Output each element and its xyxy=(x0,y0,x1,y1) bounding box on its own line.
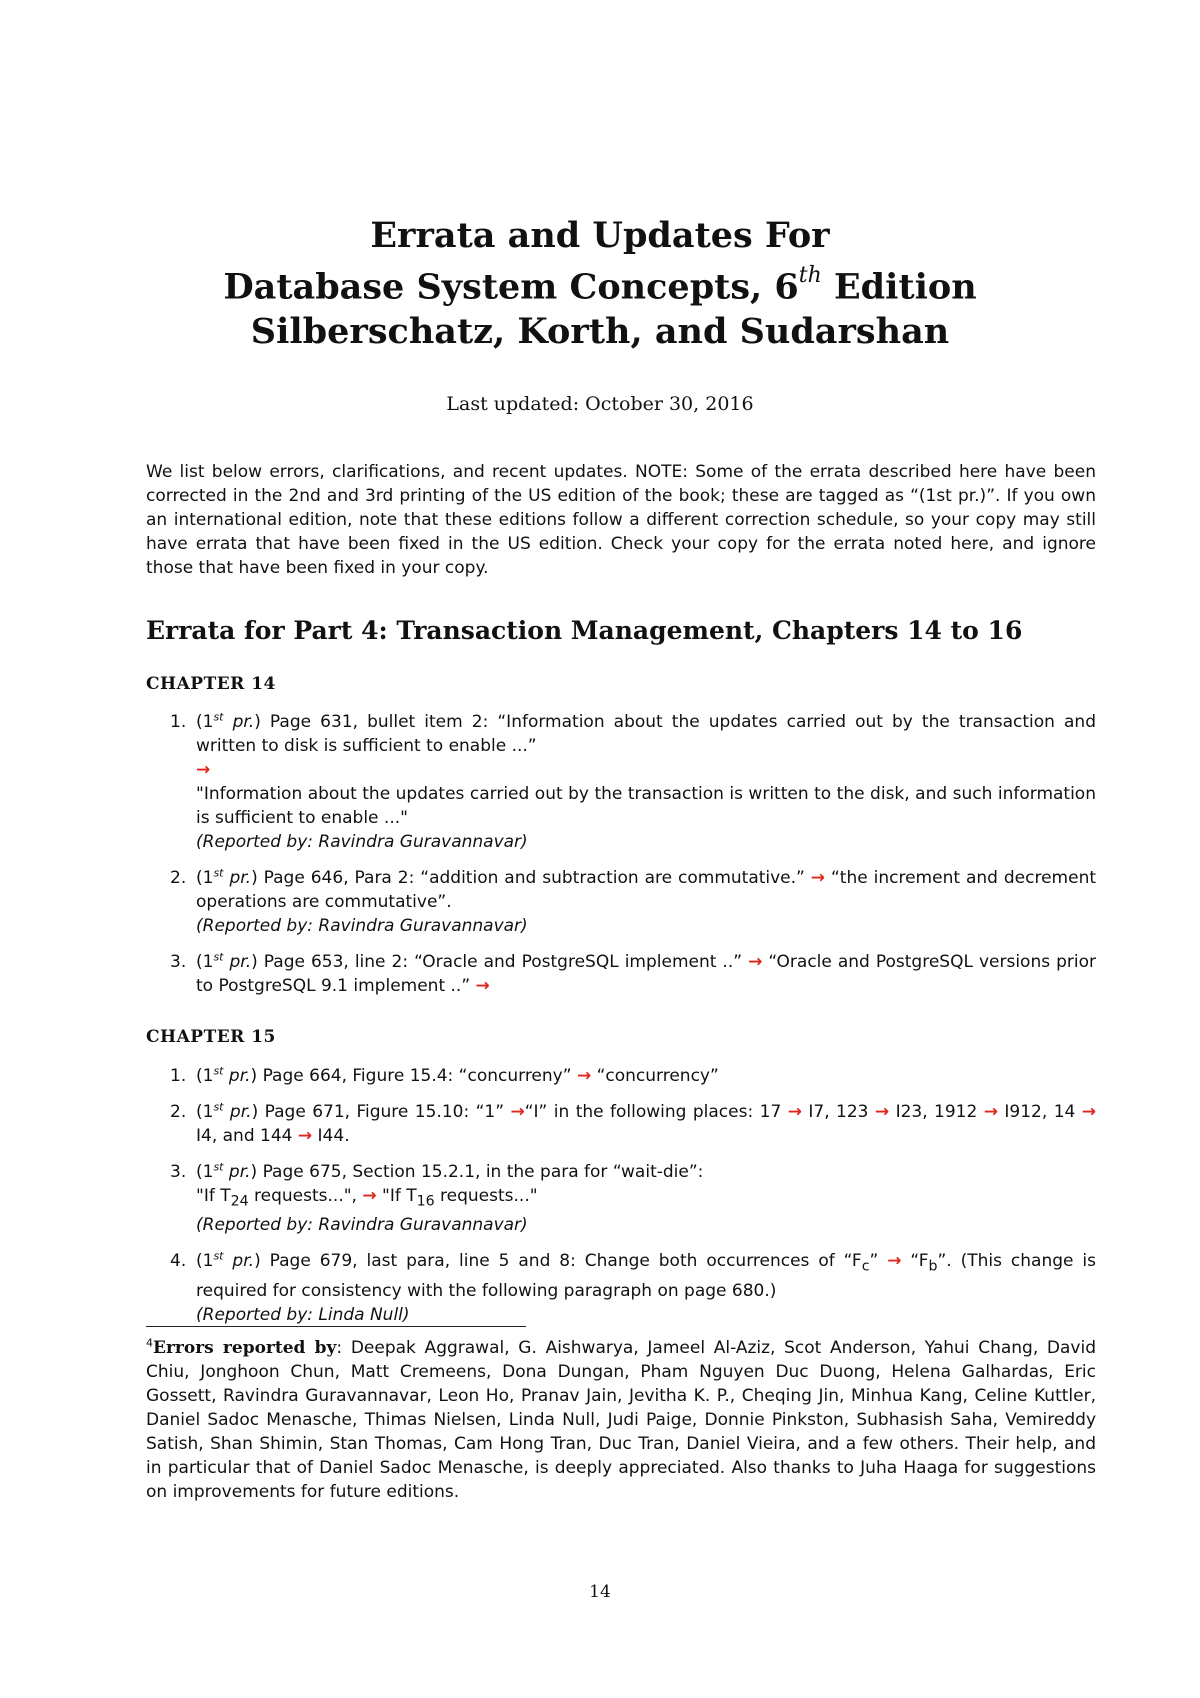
item-text: ) Page 631, bullet item 2: “Information about the updates carried out by the transaction and written to disk is sufficient to enable ...” xyxy=(196,712,1096,756)
arrow-icon: → xyxy=(510,1102,525,1122)
arrow-icon: → xyxy=(874,1102,890,1122)
item-sup: st xyxy=(213,1064,224,1078)
item-text: ) Page 664, Figure 15.4: “concurreny” xyxy=(250,1066,577,1086)
item-text: “the increment and decrement operations are commutative”. xyxy=(196,868,1097,912)
item-text: ”. (This change is required for consistency with the following paragraph on page 680.) xyxy=(196,1251,1097,1301)
erratum-item xyxy=(146,1064,1096,1088)
item-text: ” xyxy=(869,1251,888,1272)
chapter-14-heading: CHAPTER 14 xyxy=(146,674,276,694)
item-text: ) Page 653, line 2: “Oracle and PostgreSQL implement ..” xyxy=(251,952,749,972)
item-sup: st xyxy=(213,1160,224,1174)
arrow-icon: → xyxy=(1081,1102,1097,1122)
item-text: ) Page 675, Section 15.2.1, in the para for “wait-die”: xyxy=(250,1162,704,1182)
item-number: 3. xyxy=(170,1162,187,1182)
arrow-icon: → xyxy=(576,1066,592,1086)
item-number: 2. xyxy=(170,1102,187,1122)
item-sup: st xyxy=(213,1249,224,1263)
item-prefix: (1 xyxy=(196,1251,214,1272)
item-pr: pr. xyxy=(223,952,252,972)
item-text: ) Page 679, last para, line 5 and 8: Change both occurrences of “F xyxy=(254,1251,862,1272)
item-pr: pr. xyxy=(223,1066,251,1086)
arrow-icon: → xyxy=(983,1102,998,1122)
last-updated: Last updated: October 30, 2016 xyxy=(446,393,754,415)
item-number: 1. xyxy=(170,712,187,732)
item-text: I4, and 144 xyxy=(196,1126,298,1146)
arrow-icon: → xyxy=(196,760,211,780)
item-sub: 24 xyxy=(230,1193,249,1210)
item-pr: pr. xyxy=(223,1102,252,1122)
item-text: “F xyxy=(901,1251,929,1272)
title-line-2-main: Database System Concepts, 6 xyxy=(223,266,799,308)
arrow-icon: → xyxy=(475,976,490,996)
item-sub: 16 xyxy=(416,1193,435,1210)
title-line-3: Silberschatz, Korth, and Sudarshan xyxy=(250,310,950,352)
item-sup: st xyxy=(213,866,224,880)
item-text: ) Page 671, Figure 15.10: “1” xyxy=(251,1102,511,1122)
reported-by: (Reported by: Ravindra Guravannavar) xyxy=(196,832,528,852)
item-text: ) Page 646, Para 2: “addition and subtraction are commutative.” xyxy=(251,868,811,888)
item-sup: st xyxy=(213,950,224,964)
erratum-item xyxy=(146,950,1096,998)
erratum-item xyxy=(146,1160,1096,1237)
item-text: requests...", xyxy=(248,1186,363,1206)
item-pr: pr. xyxy=(223,712,255,732)
footnote-text: : Deepak Aggrawal, G. Aishwarya, Jameel Al-Aziz, Scot Anderson, Yahui Chang, David Chiu, Jonghoon Chun, Matt Cremeens, Dona Dungan, Pham Nguyen Duc Duong, Helena Galhardas, Eric Gossett, Ravindra Guravannavar, Leon Ho, Pranav Jain, Jevitha K. P., Cheqing Jin, Minhua Kang, Celine Kuttler, Daniel Sadoc Menasche, Thimas Nielsen, Linda Null, Judi Paige, Donnie Pinkston, Subhasish Saha, Vemireddy Satish, Shan Shimin, Stan Thomas, Cam Hong Tran, Duc Tran, Daniel Vieira, and a few others. Their help, and in particular that of Daniel Sadoc Menasche, is deeply appreciated. Also thanks to Juha Haaga for suggestions on improvements for future editions. xyxy=(146,1338,1096,1502)
item-prefix: (1 xyxy=(196,712,214,732)
item-number: 2. xyxy=(170,868,187,888)
title-line-2 xyxy=(0,258,1200,310)
item-line-2 xyxy=(196,1184,1096,1213)
item-prefix: (1 xyxy=(196,868,214,888)
page-number: 14 xyxy=(589,1582,611,1602)
arrow-icon: → xyxy=(362,1186,377,1206)
reported-by: (Reported by: Ravindra Guravannavar) xyxy=(196,916,528,936)
item-prefix: (1 xyxy=(196,1102,214,1122)
item-pr: pr. xyxy=(223,868,252,888)
item-text: I23, 1912 xyxy=(889,1102,984,1122)
item-text: "If T xyxy=(376,1186,417,1206)
item-sub: b xyxy=(928,1258,938,1275)
item-number: 4. xyxy=(170,1251,187,1272)
item-text: “Oracle and PostgreSQL versions prior to PostgreSQL 9.1 implement ..” xyxy=(196,952,1096,996)
footnote xyxy=(146,1336,1096,1504)
footnote-mark: 4 xyxy=(146,1336,153,1350)
item-text: I912, 14 xyxy=(997,1102,1082,1122)
item-text: I7, 123 xyxy=(801,1102,875,1122)
item-number: 1. xyxy=(170,1066,187,1086)
title-line-2-end: Edition xyxy=(821,266,977,308)
erratum-item xyxy=(146,710,1096,854)
item-number: 3. xyxy=(170,952,187,972)
item-text: I44. xyxy=(312,1126,350,1146)
item-replacement: "Information about the updates carried out by the transaction is written to the disk, and such information is sufficient to enable ..." xyxy=(196,784,1096,828)
document-title xyxy=(0,214,1200,354)
chapter-15-heading: CHAPTER 15 xyxy=(146,1027,276,1047)
section-heading: Errata for Part 4: Transaction Management, Chapters 14 to 16 xyxy=(146,616,1023,645)
item-sub: c xyxy=(861,1258,870,1275)
chapter-15-list xyxy=(146,1064,1096,1339)
title-line-1: Errata and Updates For xyxy=(370,215,830,256)
footnote-divider xyxy=(146,1326,526,1327)
intro-paragraph: We list below errors, clarifications, and recent updates. NOTE: Some of the errata described here have been corrected in the 2nd and 3rd printing of the US edition of the book; these are tagged as “(1st pr.)”. If you own an international edition, note that these editions follow a different correction schedule, so your copy may still have errata that have been fixed in the US edition. Check your copy for the errata noted here, and ignore those that have been fixed in your copy. xyxy=(146,462,1096,578)
arrow-icon: → xyxy=(887,1251,902,1272)
item-prefix: (1 xyxy=(196,952,214,972)
item-pr: pr. xyxy=(223,1162,251,1182)
erratum-item xyxy=(146,866,1096,938)
item-text: "If T xyxy=(196,1186,231,1206)
item-text: “I” in the following places: 17 xyxy=(524,1102,788,1122)
footnote-lead: Errors reported by xyxy=(153,1338,337,1358)
title-line-2-sup: th xyxy=(798,263,822,288)
reported-by: (Reported by: Ravindra Guravannavar) xyxy=(196,1215,528,1236)
item-text: “concurrency” xyxy=(591,1066,719,1086)
arrow-icon: → xyxy=(297,1126,313,1146)
arrow-icon: → xyxy=(810,868,826,888)
reported-by: (Reported by: Linda Null) xyxy=(196,1304,410,1325)
item-prefix: (1 xyxy=(196,1162,214,1182)
arrow-icon: → xyxy=(787,1102,802,1122)
item-text: requests..." xyxy=(434,1186,538,1206)
erratum-item xyxy=(146,1100,1096,1148)
item-pr: pr. xyxy=(223,1251,255,1272)
erratum-item xyxy=(146,1249,1096,1326)
arrow-icon: → xyxy=(748,952,763,972)
item-sup: st xyxy=(213,1100,224,1114)
chapter-14-list xyxy=(146,710,1096,1010)
item-prefix: (1 xyxy=(196,1066,214,1086)
item-sup: st xyxy=(213,710,224,724)
